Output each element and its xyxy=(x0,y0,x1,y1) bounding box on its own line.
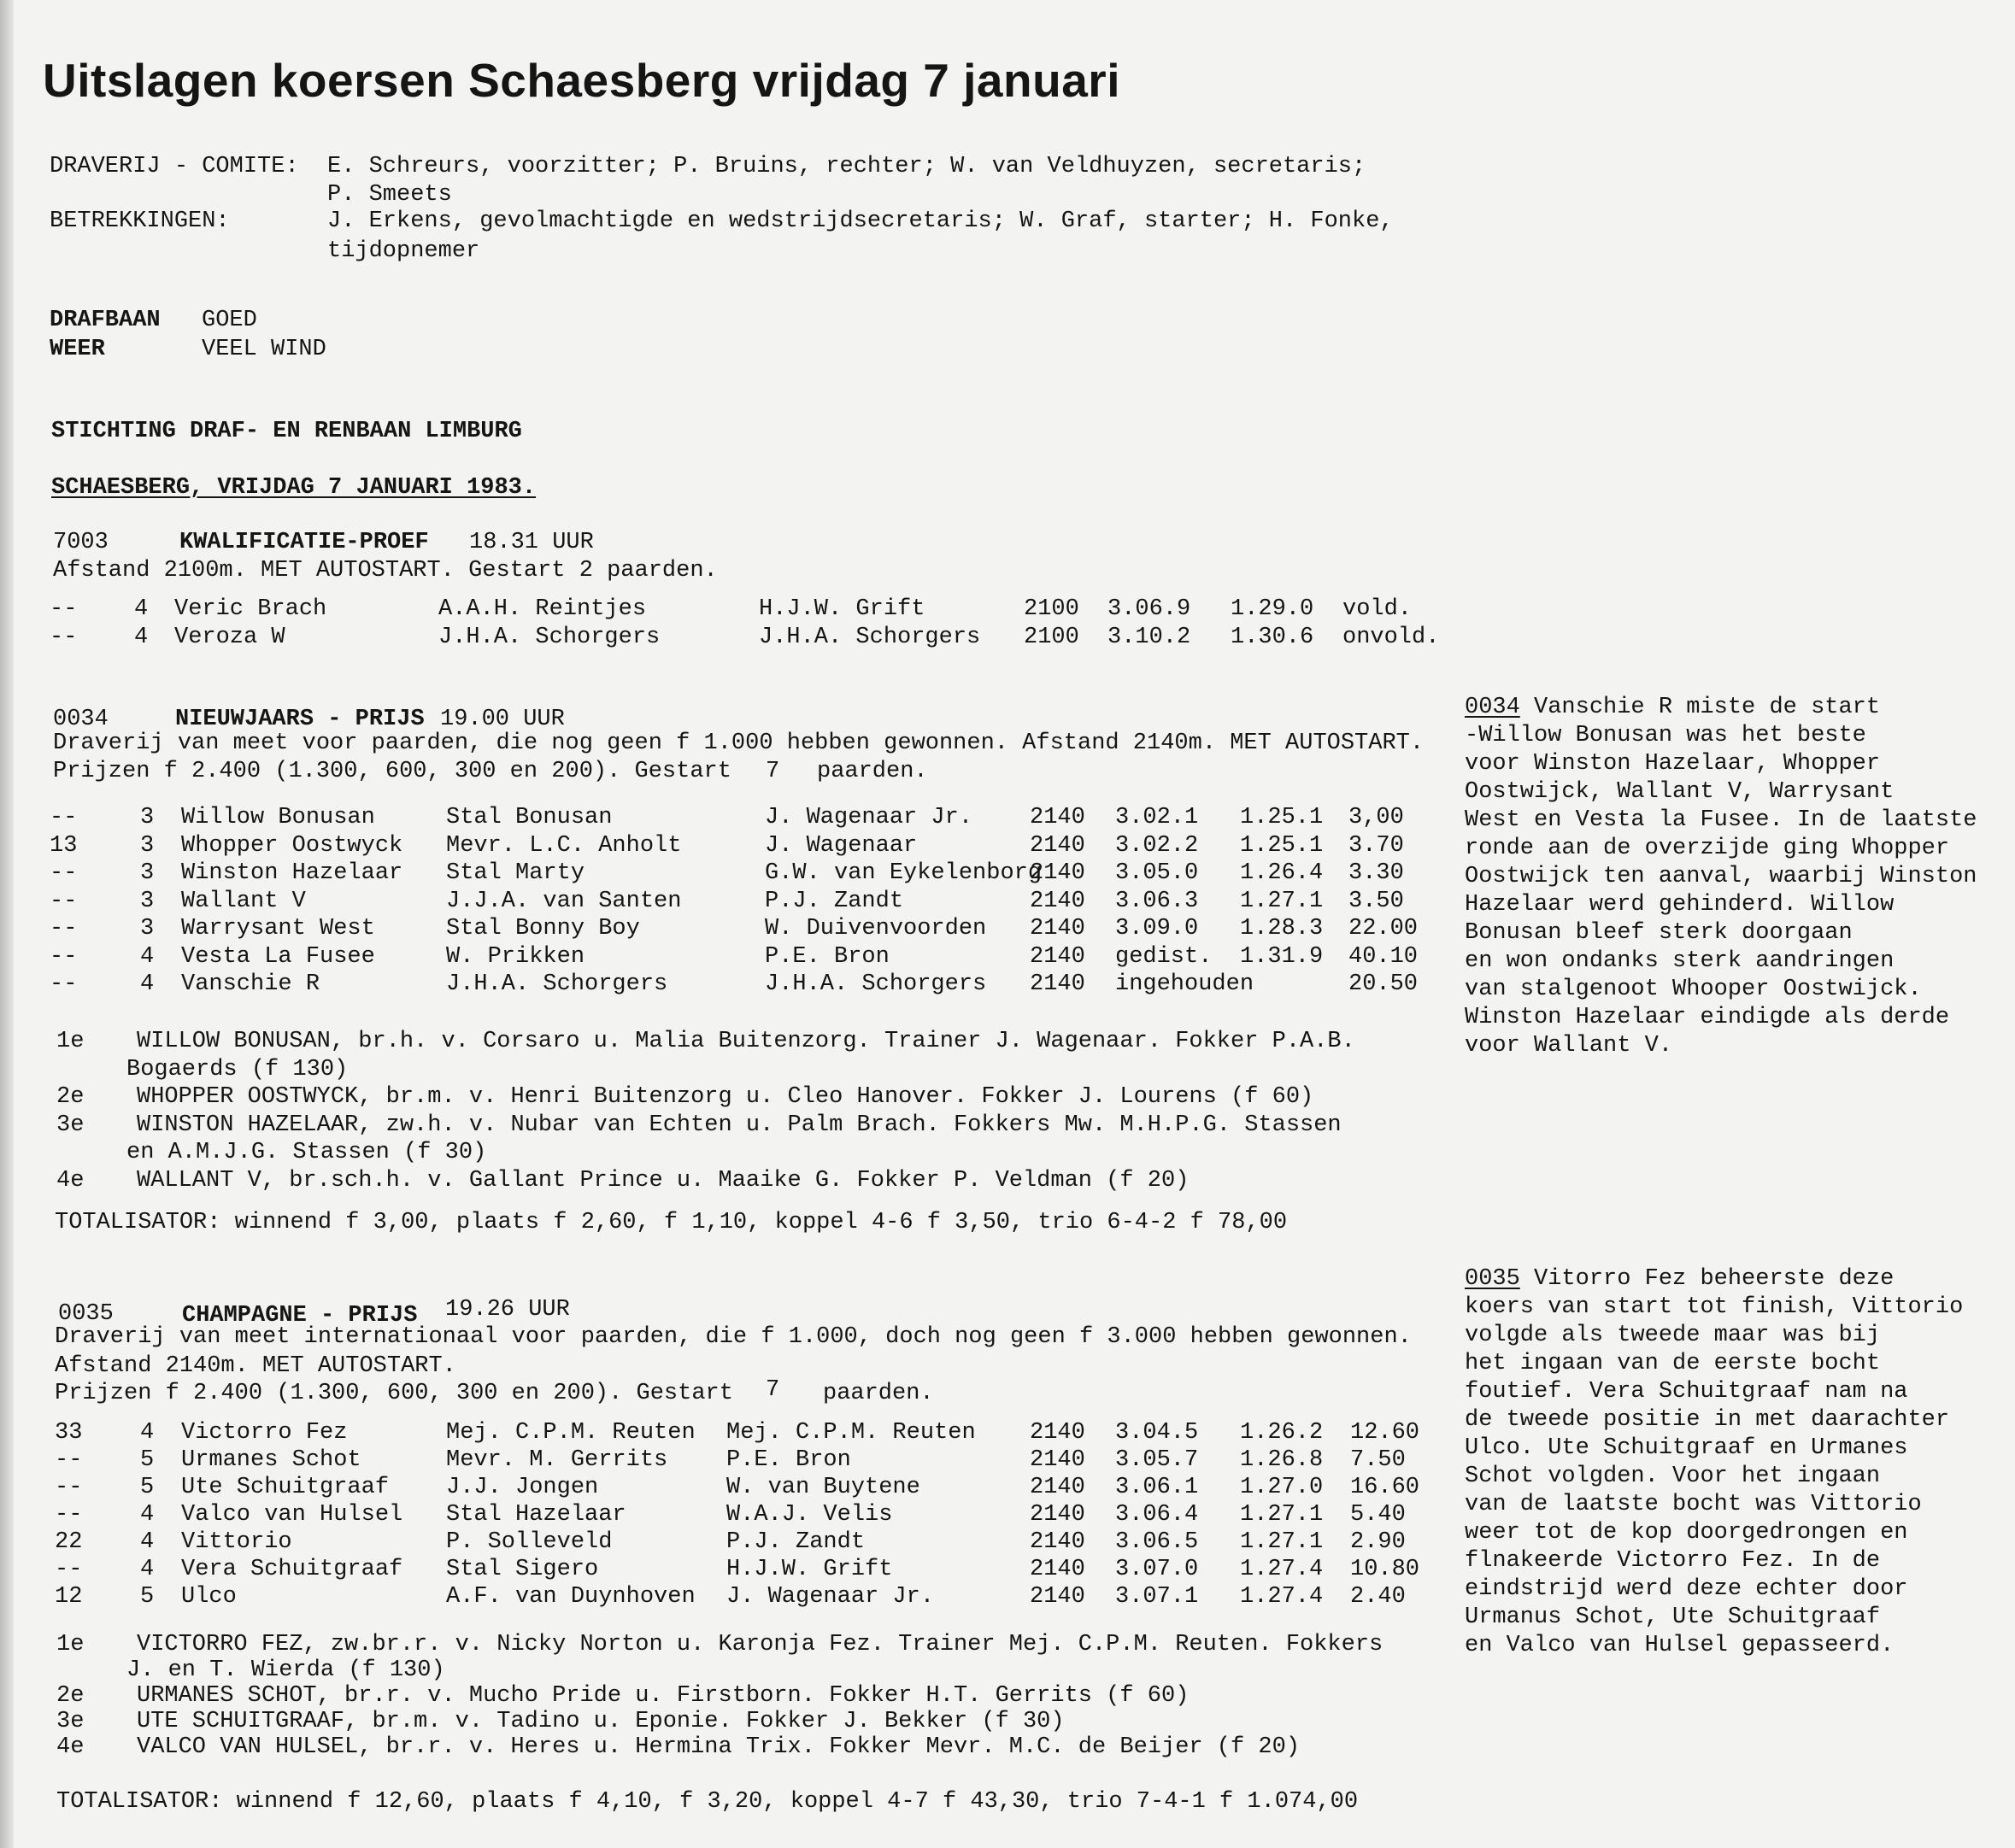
race3-row-2-driver: P.E. Bron xyxy=(726,1447,851,1473)
race2-row-1-horse: Willow Bonusan xyxy=(181,805,375,830)
race3-row-5-time: 3.06.5 xyxy=(1115,1529,1199,1555)
race3-row-6-horse: Vera Schuitgraaf xyxy=(181,1557,403,1582)
race3-row-7-horse: Ulco xyxy=(181,1584,237,1610)
race2-prizes: Prijzen f 2.400 (1.300, 600, 300 en 200). Gestart xyxy=(53,759,731,784)
page-edge-shadow xyxy=(0,0,14,1848)
race1-row-1-odds: vold. xyxy=(1342,596,1413,622)
race2-row-7-age: 4 xyxy=(140,971,155,997)
race2-row-6-age: 4 xyxy=(140,943,155,970)
race2-row-7-time: ingehouden xyxy=(1115,971,1254,997)
race1-row-1-owner: A.A.H. Reintjes xyxy=(438,596,647,622)
race3-row-1-time: 3.04.5 xyxy=(1115,1420,1199,1446)
race1-row-2-driver: J.H.A. Schorgers xyxy=(759,625,981,650)
race2-row-6-time: gedist. xyxy=(1115,943,1213,970)
race3-commentary-number: 0035 xyxy=(1465,1266,1520,1292)
race3-row-5-age: 4 xyxy=(140,1529,155,1555)
race2-commentary-line xyxy=(1465,891,1977,919)
race3-commentary-text: het ingaan van de eerste bocht xyxy=(1465,1351,1881,1376)
race2-commentary-line xyxy=(1465,750,1977,778)
race3-row-2-odds: 7.50 xyxy=(1350,1447,1406,1473)
race2-row-1-kmtime: 1.25.1 xyxy=(1240,805,1324,830)
race3-row-3-kmtime: 1.27.0 xyxy=(1240,1475,1324,1500)
race3-placing-4-text: VALCO VAN HULSEL, br.r. v. Heres u. Hermina Trix. Fokker Mevr. M.C. de Beijer (f 20) xyxy=(137,1734,1301,1760)
race3-commentary-text: koers van start tot finish, Vittorio xyxy=(1465,1294,1964,1320)
race2-placing-3-text: WINSTON HAZELAAR, zw.h. v. Nubar van Echten u. Palm Brach. Fokkers Mw. M.H.P.G. Stassen xyxy=(137,1112,1342,1138)
race2-row-4-horse: Wallant V xyxy=(181,888,306,914)
race3-row-5-owner: P. Solleveld xyxy=(446,1529,613,1555)
track-value: GOED xyxy=(202,308,257,333)
race2-commentary-line xyxy=(1465,807,1977,835)
race3-commentary-text: volgde als tweede maar was bij xyxy=(1465,1323,1881,1348)
race2-row-6-owner: W. Prikken xyxy=(446,943,585,970)
weather-label: WEER xyxy=(50,337,105,362)
race2-row-7-rank: -- xyxy=(50,971,78,997)
race2-row-2-odds: 3.70 xyxy=(1348,832,1404,859)
race2-row-2-distance: 2140 xyxy=(1030,832,1085,859)
race3-commentary-text: en Valco van Hulsel gepasseerd. xyxy=(1465,1633,1895,1658)
race3-row-1-odds: 12.60 xyxy=(1350,1420,1420,1446)
race2-row-7-driver: J.H.A. Schorgers xyxy=(765,971,987,997)
race1-row-1-distance: 2100 xyxy=(1024,596,1079,622)
race3-placing-1-continuation: J. en T. Wierda (f 130) xyxy=(126,1657,445,1683)
race3-row-2-rank: -- xyxy=(55,1447,83,1473)
race2-commentary xyxy=(1465,694,1977,1060)
race2-row-6-driver: P.E. Bron xyxy=(765,943,890,970)
race1-row-1-horse: Veric Brach xyxy=(174,596,327,622)
race2-row-1-age: 3 xyxy=(140,805,155,830)
race3-row-1-driver: Mej. C.P.M. Reuten xyxy=(726,1420,976,1446)
race2-row-2-time: 3.02.2 xyxy=(1115,832,1199,859)
organizer: STICHTING DRAF- EN RENBAAN LIMBURG xyxy=(51,419,522,444)
race2-row-4-time: 3.06.3 xyxy=(1115,888,1199,914)
race3-commentary-text: weer tot de kop doorgedrongen en xyxy=(1465,1520,1908,1546)
race3-commentary-line xyxy=(1465,1322,1963,1350)
race1-row-1-age: 4 xyxy=(134,596,149,622)
race2-row-3-time: 3.05.0 xyxy=(1115,860,1199,886)
race1-row-1-rank: -- xyxy=(50,596,78,622)
committee-line-1: E. Schreurs, voorzitter; P. Bruins, rechter; W. van Veldhuyzen, secretaris; xyxy=(327,154,1366,179)
race2-commentary-text: voor Wallant V. xyxy=(1465,1033,1673,1059)
race3-row-6-driver: H.J.W. Grift xyxy=(726,1557,893,1582)
race2-placing-3-continuation: en A.M.J.G. Stassen (f 30) xyxy=(126,1140,487,1165)
race2-placing-1-text: WILLOW BONUSAN, br.h. v. Corsaro u. Malia Buitenzorg. Trainer J. Wagenaar. Fokker P.A.B. xyxy=(137,1029,1355,1054)
race2-row-2-age: 3 xyxy=(140,832,155,859)
race2-commentary-text: ronde aan de overzijde ging Whopper xyxy=(1465,836,1950,861)
race2-placing-1-position: 1e xyxy=(56,1029,85,1054)
race2-row-3-kmtime: 1.26.4 xyxy=(1240,860,1324,886)
race3-row-4-horse: Valco van Hulsel xyxy=(181,1502,403,1528)
race2-row-2-owner: Mevr. L.C. Anholt xyxy=(446,832,682,859)
race3-name: CHAMPAGNE - PRIJS xyxy=(182,1303,418,1329)
race2-row-7-odds: 20.50 xyxy=(1348,971,1419,997)
race2-row-4-owner: J.J.A. van Santen xyxy=(446,888,682,914)
race1-row-2-odds: onvold. xyxy=(1342,625,1440,650)
race2-row-1-driver: J. Wagenaar Jr. xyxy=(765,805,973,830)
race1-row-2-owner: J.H.A. Schorgers xyxy=(438,625,661,650)
race3-commentary-line xyxy=(1465,1604,1963,1632)
race3-row-7-odds: 2.40 xyxy=(1350,1584,1406,1610)
race3-row-7-rank: 12 xyxy=(55,1584,83,1610)
race3-row-2-owner: Mevr. M. Gerrits xyxy=(446,1447,668,1473)
race2-commentary-line xyxy=(1465,778,1977,807)
race2-commentary-line xyxy=(1465,947,1977,976)
race3-row-7-age: 5 xyxy=(140,1584,155,1610)
race3-commentary-line xyxy=(1465,1406,1963,1434)
weather-value: VEEL WIND xyxy=(202,337,326,362)
race3-row-3-time: 3.06.1 xyxy=(1115,1475,1199,1500)
relations-line-1: J. Erkens, gevolmachtigde en wedstrijdsecretaris; W. Graf, starter; H. Fonke, xyxy=(327,208,1394,234)
race1-row-2-distance: 2100 xyxy=(1024,625,1079,650)
race3-placing-4-position: 4e xyxy=(56,1734,85,1760)
race3-row-4-kmtime: 1.27.1 xyxy=(1240,1502,1324,1528)
race2-commentary-line xyxy=(1465,1032,1977,1060)
race2-commentary-text: Bonusan bleef sterk doorgaan xyxy=(1465,920,1853,946)
race2-row-4-age: 3 xyxy=(140,888,155,914)
race3-commentary xyxy=(1465,1265,1963,1660)
race3-commentary-line xyxy=(1465,1378,1963,1406)
race3-commentary-line xyxy=(1465,1265,1963,1294)
race2-row-3-rank: -- xyxy=(50,860,78,886)
race2-commentary-line xyxy=(1465,835,1977,863)
race3-row-1-rank: 33 xyxy=(55,1420,83,1446)
race3-row-4-odds: 5.40 xyxy=(1350,1502,1406,1528)
race3-commentary-text: de tweede positie in met daarachter xyxy=(1465,1407,1950,1433)
race3-description: Draverij van meet internationaal voor paarden, die f 1.000, doch nog geen f 3.000 hebben gewonnen. xyxy=(55,1324,1412,1350)
race2-starters: 7 xyxy=(766,759,780,784)
race3-row-6-kmtime: 1.27.4 xyxy=(1240,1557,1324,1582)
race3-row-5-odds: 2.90 xyxy=(1350,1529,1406,1555)
race3-row-5-horse: Vittorio xyxy=(181,1529,292,1555)
race3-placing-1-text: VICTORRO FEZ, zw.br.r. v. Nicky Norton u. Karonja Fez. Trainer Mej. C.P.M. Reuten. Fokkers xyxy=(137,1632,1383,1657)
race2-commentary-text: voor Winston Hazelaar, Whopper xyxy=(1465,751,1881,777)
race2-row-4-rank: -- xyxy=(50,888,78,914)
race3-row-4-time: 3.06.4 xyxy=(1115,1502,1199,1528)
race2-time: 19.00 UUR xyxy=(440,707,565,732)
race3-placing-2-text: URMANES SCHOT, br.r. v. Mucho Pride u. Firstborn. Fokker H.T. Gerrits (f 60) xyxy=(137,1683,1190,1709)
committee-label: DRAVERIJ - COMITE: xyxy=(50,154,299,179)
race2-commentary-text: Hazelaar werd gehinderd. Willow xyxy=(1465,892,1895,918)
race3-commentary-line xyxy=(1465,1547,1963,1575)
race3-row-3-horse: Ute Schuitgraaf xyxy=(181,1475,390,1500)
race2-row-2-driver: J. Wagenaar xyxy=(765,832,918,859)
race3-row-3-age: 5 xyxy=(140,1475,155,1500)
race3-row-7-time: 3.07.1 xyxy=(1115,1584,1199,1610)
race2-row-4-kmtime: 1.27.1 xyxy=(1240,888,1324,914)
race3-commentary-line xyxy=(1465,1632,1963,1660)
race3-commentary-text: Schot volgden. Voor het ingaan xyxy=(1465,1464,1881,1489)
race2-row-7-owner: J.H.A. Schorgers xyxy=(446,971,668,997)
race1-name: KWALIFICATIE-PROEF xyxy=(179,530,429,555)
race2-row-4-driver: P.J. Zandt xyxy=(765,888,904,914)
race3-row-2-kmtime: 1.26.8 xyxy=(1240,1447,1324,1473)
race2-row-1-owner: Stal Bonusan xyxy=(446,805,613,830)
race2-row-2-rank: 13 xyxy=(50,832,78,859)
race3-row-3-distance: 2140 xyxy=(1030,1475,1085,1500)
race2-row-3-owner: Stal Marty xyxy=(446,860,585,886)
race3-row-5-kmtime: 1.27.1 xyxy=(1240,1529,1324,1555)
race2-row-3-driver: G.W. van Eykelenborg xyxy=(765,860,1043,886)
race3-commentary-text: Vitorro Fez beheerste deze xyxy=(1534,1266,1895,1292)
race3-row-1-kmtime: 1.26.2 xyxy=(1240,1420,1324,1446)
relations-label: BETREKKINGEN: xyxy=(50,208,230,234)
race2-commentary-text: Oostwijck, Wallant V, Warrysant xyxy=(1465,779,1895,805)
committee-line-2: P. Smeets xyxy=(327,182,452,208)
race2-commentary-text: en won ondanks sterk aandringen xyxy=(1465,948,1895,974)
race3-row-6-owner: Stal Sigero xyxy=(446,1557,599,1582)
race2-row-5-driver: W. Duivenvoorden xyxy=(765,916,987,942)
race3-row-1-owner: Mej. C.P.M. Reuten xyxy=(446,1420,696,1446)
race2-row-5-odds: 22.00 xyxy=(1348,916,1419,942)
race1-number: 7003 xyxy=(53,530,109,555)
race2-commentary-text: Oostwijck ten aanval, waarbij Winston xyxy=(1465,864,1977,889)
race3-row-5-rank: 22 xyxy=(55,1529,83,1555)
race3-row-4-owner: Stal Hazelaar xyxy=(446,1502,626,1528)
page-title: Uitslagen koersen Schaesberg vrijdag 7 januari xyxy=(43,54,1120,107)
race2-row-7-horse: Vanschie R xyxy=(181,971,320,997)
race3-row-2-distance: 2140 xyxy=(1030,1447,1085,1473)
race3-prizes: Prijzen f 2.400 (1.300, 600, 300 en 200). Gestart xyxy=(55,1381,733,1406)
race3-row-6-odds: 10.80 xyxy=(1350,1557,1420,1582)
race2-row-1-time: 3.02.1 xyxy=(1115,805,1199,830)
race3-row-2-horse: Urmanes Schot xyxy=(181,1447,361,1473)
race2-row-2-kmtime: 1.25.1 xyxy=(1240,832,1324,859)
race2-commentary-text: Winston Hazelaar eindigde als derde xyxy=(1465,1005,1950,1030)
race2-commentary-line xyxy=(1465,863,1977,891)
race3-commentary-line xyxy=(1465,1434,1963,1463)
race1-description: Afstand 2100m. MET AUTOSTART. Gestart 2 paarden. xyxy=(53,558,718,584)
date-line: SCHAESBERG, VRIJDAG 7 JANUARI 1983. xyxy=(51,475,537,501)
race3-row-1-horse: Victorro Fez xyxy=(181,1420,348,1446)
race3-row-2-age: 5 xyxy=(140,1447,155,1473)
race2-commentary-line xyxy=(1465,1004,1977,1032)
race2-placing-3-position: 3e xyxy=(56,1112,85,1138)
race3-row-3-odds: 16.60 xyxy=(1350,1475,1420,1500)
race2-row-3-age: 3 xyxy=(140,860,155,886)
race2-row-5-distance: 2140 xyxy=(1030,916,1085,942)
race3-commentary-line xyxy=(1465,1575,1963,1604)
race3-row-4-distance: 2140 xyxy=(1030,1502,1085,1528)
race3-placing-3-position: 3e xyxy=(56,1709,85,1734)
race2-row-6-odds: 40.10 xyxy=(1348,943,1419,970)
race2-row-6-distance: 2140 xyxy=(1030,943,1085,970)
race3-placing-3-text: UTE SCHUITGRAAF, br.m. v. Tadino u. Eponie. Fokker J. Bekker (f 30) xyxy=(137,1709,1065,1734)
race2-commentary-line xyxy=(1465,976,1977,1004)
race1-row-1-time: 3.06.9 xyxy=(1107,596,1191,622)
race3-row-1-age: 4 xyxy=(140,1420,155,1446)
race3-row-5-driver: P.J. Zandt xyxy=(726,1529,866,1555)
race3-row-3-rank: -- xyxy=(55,1475,83,1500)
race2-row-5-owner: Stal Bonny Boy xyxy=(446,916,640,942)
race3-commentary-line xyxy=(1465,1519,1963,1547)
race3-row-6-age: 4 xyxy=(140,1557,155,1582)
race3-placing-1-position: 1e xyxy=(56,1632,85,1657)
race3-row-5-distance: 2140 xyxy=(1030,1529,1085,1555)
race2-commentary-text: West en Vesta la Fusee. In de laatste xyxy=(1465,807,1977,833)
race3-row-3-owner: J.J. Jongen xyxy=(446,1475,599,1500)
race3-row-3-driver: W. van Buytene xyxy=(726,1475,920,1500)
race3-totalisator: TOTALISATOR: winnend f 12,60, plaats f 4,10, f 3,20, koppel 4-7 f 43,30, trio 7-4-1 f 1.074,00 xyxy=(56,1789,1359,1815)
race3-commentary-text: foutief. Vera Schuitgraaf nam na xyxy=(1465,1379,1908,1405)
race3-row-7-kmtime: 1.27.4 xyxy=(1240,1584,1324,1610)
race3-row-7-distance: 2140 xyxy=(1030,1584,1085,1610)
race3-row-6-rank: -- xyxy=(55,1557,83,1582)
race3-distance: Afstand 2140m. MET AUTOSTART. xyxy=(55,1353,456,1379)
race2-totalisator: TOTALISATOR: winnend f 3,00, plaats f 2,60, f 1,10, koppel 4-6 f 3,50, trio 6-4-2 f 78,00 xyxy=(55,1210,1288,1235)
race2-commentary-line xyxy=(1465,919,1977,947)
race3-placing-2-position: 2e xyxy=(56,1683,85,1709)
race3-commentary-text: Urmanus Schot, Ute Schuitgraaf xyxy=(1465,1605,1881,1630)
race3-commentary-text: Ulco. Ute Schuitgraaf en Urmanes xyxy=(1465,1435,1908,1461)
race2-row-7-distance: 2140 xyxy=(1030,971,1085,997)
race2-row-4-odds: 3.50 xyxy=(1348,888,1404,914)
race2-row-2-horse: Whopper Oostwyck xyxy=(181,832,403,859)
relations-line-2: tijdopnemer xyxy=(327,238,480,264)
race2-row-3-odds: 3.30 xyxy=(1348,860,1404,886)
race3-time: 19.26 UUR xyxy=(445,1297,570,1323)
race1-row-2-age: 4 xyxy=(134,625,149,650)
race3-row-4-rank: -- xyxy=(55,1502,83,1528)
race3-commentary-text: eindstrijd werd deze echter door xyxy=(1465,1576,1908,1602)
race2-row-5-rank: -- xyxy=(50,916,78,942)
race2-placing-2-text: WHOPPER OOSTWYCK, br.m. v. Henri Buitenzorg u. Cleo Hanover. Fokker J. Lourens (f 60) xyxy=(137,1084,1314,1110)
race3-commentary-line xyxy=(1465,1463,1963,1491)
race2-row-5-age: 3 xyxy=(140,916,155,942)
race2-name: NIEUWJAARS - PRIJS xyxy=(175,707,425,732)
race2-placing-2-position: 2e xyxy=(56,1084,85,1110)
race2-commentary-line xyxy=(1465,722,1977,750)
race2-row-6-rank: -- xyxy=(50,943,78,970)
race2-row-5-time: 3.09.0 xyxy=(1115,916,1199,942)
race3-row-6-distance: 2140 xyxy=(1030,1557,1085,1582)
race3-row-7-driver: J. Wagenaar Jr. xyxy=(726,1584,935,1610)
race3-commentary-line xyxy=(1465,1294,1963,1322)
race3-starters: 7 xyxy=(766,1377,780,1403)
race2-row-3-distance: 2140 xyxy=(1030,860,1085,886)
race2-commentary-text: Vanschie R miste de start xyxy=(1534,695,1881,720)
race3-row-1-distance: 2140 xyxy=(1030,1420,1085,1446)
race2-paarden: paarden. xyxy=(817,759,928,784)
race1-row-2-kmtime: 1.30.6 xyxy=(1231,625,1314,650)
race3-commentary-line xyxy=(1465,1491,1963,1519)
race1-row-1-driver: H.J.W. Grift xyxy=(759,596,925,622)
race2-row-1-distance: 2140 xyxy=(1030,805,1085,830)
race3-row-7-owner: A.F. van Duynhoven xyxy=(446,1584,696,1610)
race2-number: 0034 xyxy=(53,707,109,732)
race1-time: 18.31 UUR xyxy=(469,530,594,555)
race3-row-4-age: 4 xyxy=(140,1502,155,1528)
race2-row-1-odds: 3,00 xyxy=(1348,805,1404,830)
race2-commentary-text: van stalgenoot Whooper Oostwijck. xyxy=(1465,977,1922,1002)
race2-row-3-horse: Winston Hazelaar xyxy=(181,860,403,886)
race2-row-6-horse: Vesta La Fusee xyxy=(181,943,375,970)
race1-row-2-horse: Veroza W xyxy=(174,625,285,650)
race2-row-6-kmtime: 1.31.9 xyxy=(1240,943,1324,970)
race2-placing-1-continuation: Bogaerds (f 130) xyxy=(126,1056,349,1082)
race3-paarden: paarden. xyxy=(823,1381,934,1406)
race2-row-1-rank: -- xyxy=(50,805,78,830)
race2-description: Draverij van meet voor paarden, die nog geen f 1.000 hebben gewonnen. Afstand 2140m. MET AUTOSTART. xyxy=(53,730,1425,756)
race3-number: 0035 xyxy=(58,1301,114,1327)
track-label: DRAFBAAN xyxy=(50,308,161,333)
race1-row-1-kmtime: 1.29.0 xyxy=(1231,596,1314,622)
race3-commentary-text: flnakeerde Victorro Fez. In de xyxy=(1465,1548,1881,1574)
race2-placing-4-position: 4e xyxy=(56,1167,85,1194)
race2-commentary-line xyxy=(1465,694,1977,722)
race2-row-5-horse: Warrysant West xyxy=(181,916,375,942)
race2-commentary-number: 0034 xyxy=(1465,695,1520,720)
race2-row-4-distance: 2140 xyxy=(1030,888,1085,914)
race3-commentary-text: van de laatste bocht was Vittorio xyxy=(1465,1492,1922,1517)
race3-row-4-driver: W.A.J. Velis xyxy=(726,1502,893,1528)
race1-row-2-time: 3.10.2 xyxy=(1107,625,1191,650)
race3-commentary-line xyxy=(1465,1350,1963,1378)
race3-row-2-time: 3.05.7 xyxy=(1115,1447,1199,1473)
race2-row-5-kmtime: 1.28.3 xyxy=(1240,916,1324,942)
race2-commentary-text: -Willow Bonusan was het beste xyxy=(1465,723,1866,748)
race1-row-2-rank: -- xyxy=(50,625,78,650)
race2-placing-4-text: WALLANT V, br.sch.h. v. Gallant Prince u. Maaike G. Fokker P. Veldman (f 20) xyxy=(137,1167,1190,1194)
race3-row-6-time: 3.07.0 xyxy=(1115,1557,1199,1582)
